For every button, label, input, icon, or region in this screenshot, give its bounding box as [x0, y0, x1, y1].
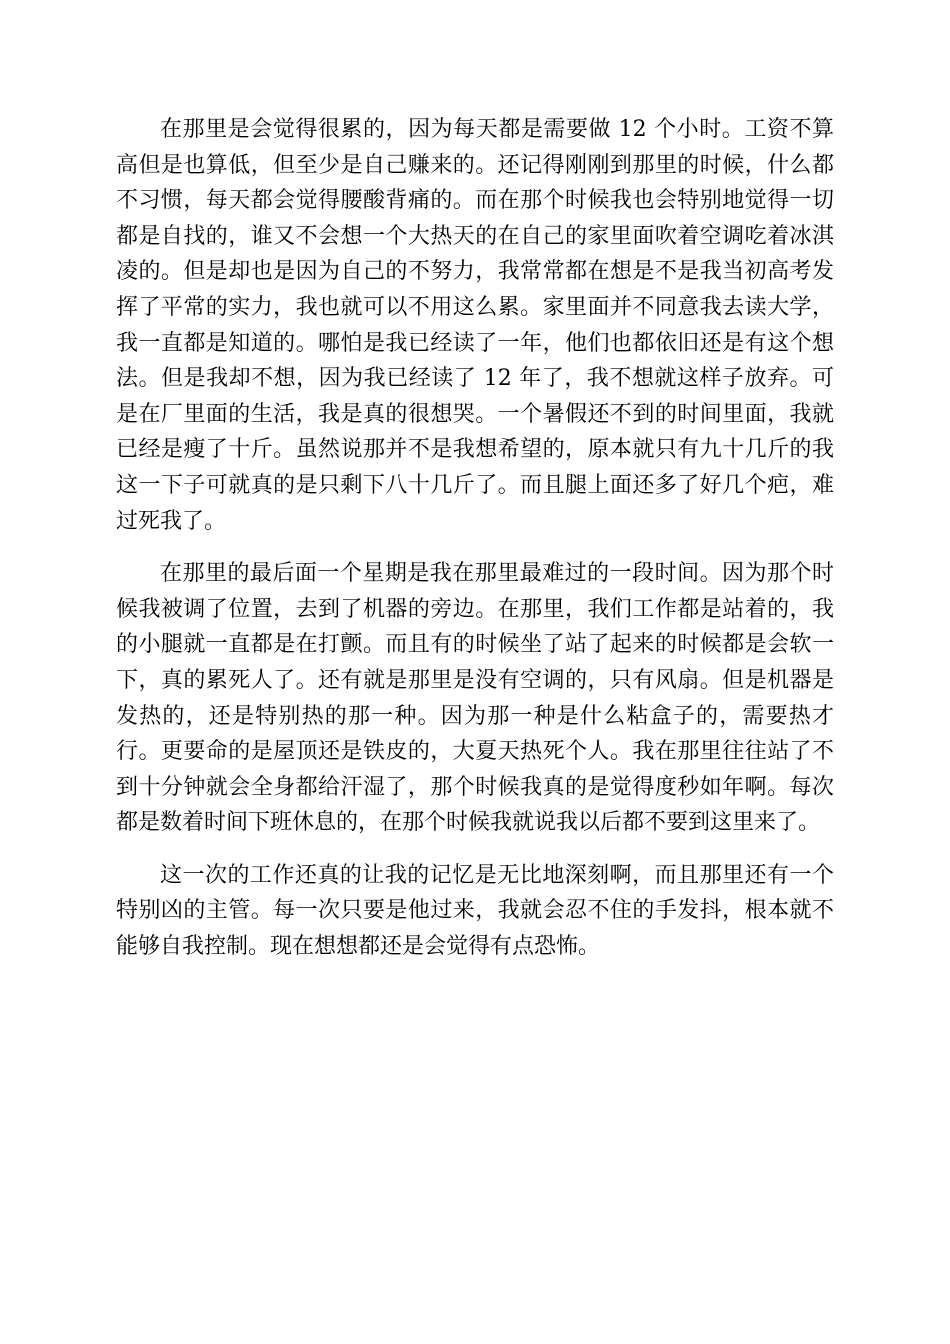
paragraph-line: 法。但是我却不想，因为我已经读了 12 年了，我不想就这样子放弃。可	[116, 366, 834, 392]
paragraph-line: 下，真的累死人了。还有就是那里是没有空调的，只有风扇。但是机器是	[116, 667, 834, 693]
paragraph-line: 挥了平常的实力，我也就可以不用这么累。家里面并不同意我去读大学，	[116, 294, 834, 320]
paragraph-line: 不习惯，每天都会觉得腰酸背痛的。而在那个时候我也会特别地觉得一切	[116, 188, 834, 214]
paragraph-line: 能够自我控制。现在想想都还是会觉得有点恐怖。	[116, 934, 601, 960]
document-body	[116, 112, 834, 965]
paragraph-line: 过死我了。	[116, 508, 227, 534]
paragraph-line: 是在厂里面的生活，我是真的很想哭。一个暑假还不到的时间里面，我就	[116, 401, 834, 427]
paragraph-2	[116, 556, 834, 841]
paragraph-line: 候我被调了位置，去到了机器的旁边。在那里，我们工作都是站着的，我	[116, 596, 834, 622]
paragraph-line: 到十分钟就会全身都给汗湿了，那个时候我真的是觉得度秒如年啊。每次	[116, 774, 834, 800]
paragraph-line: 这一次的工作还真的让我的记忆是无比地深刻啊，而且那里还有一个	[160, 862, 834, 888]
paragraph-line: 已经是瘦了十斤。虽然说那并不是我想希望的，原本就只有九十几斤的我	[116, 437, 834, 463]
paragraph-line: 在那里是会觉得很累的，因为每天都是需要做 12 个小时。工资不算	[160, 117, 834, 142]
paragraph-line: 这一下子可就真的是只剩下八十几斤了。而且腿上面还多了好几个疤，难	[116, 472, 834, 498]
paragraph-line: 在那里的最后面一个星期是我在那里最难过的一段时间。因为那个时	[160, 561, 834, 587]
paragraph-line: 高但是也算低，但至少是自己赚来的。还记得刚刚到那里的时候，什么都	[116, 152, 834, 178]
paragraph-spacing	[116, 841, 834, 858]
paragraph-line: 都是自找的，谁又不会想一个大热天的在自己的家里面吹着空调吃着冰淇	[116, 223, 834, 249]
paragraph-1	[116, 112, 834, 539]
paragraph-line: 我一直都是知道的。哪怕是我已经读了一年，他们也都依旧还是有这个想	[116, 330, 834, 356]
paragraph-line: 凌的。但是却也是因为自己的不努力，我常常都在想是不是我当初高考发	[116, 259, 834, 285]
paragraph-3	[116, 858, 834, 965]
paragraph-line: 发热的，还是特别热的那一种。因为那一种是什么粘盒子的，需要热才	[116, 703, 834, 729]
paragraph-line: 的小腿就一直都是在打颤。而且有的时候坐了站了起来的时候都是会软一	[116, 632, 834, 658]
paragraph-line: 特别凶的主管。每一次只要是他过来，我就会忍不住的手发抖，根本就不	[116, 898, 834, 924]
paragraph-line: 行。更要命的是屋顶还是铁皮的，大夏天热死个人。我在那里往往站了不	[116, 739, 834, 765]
paragraph-spacing	[116, 539, 834, 556]
paragraph-line: 都是数着时间下班休息的，在那个时候我就说我以后都不要到这里来了。	[116, 810, 821, 836]
